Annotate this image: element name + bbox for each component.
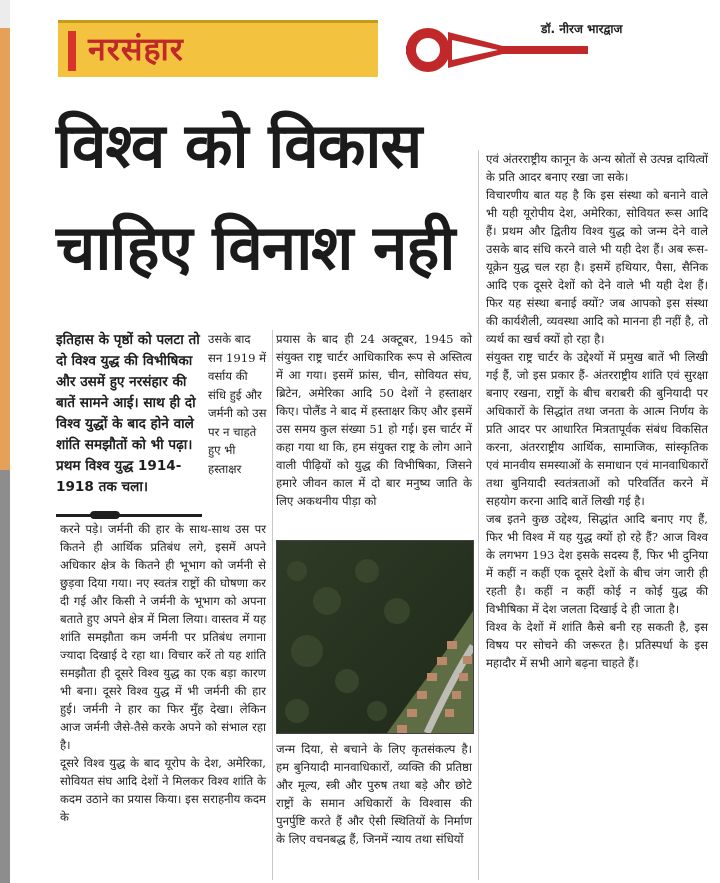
section-label: नरसंहार [88,30,184,68]
narrow-column-text: उसके बाद सन 1919 में वर्साय की संधि हुई और जर्मनी को उस पर न चाहते हुए भी हस्ताक्षर [208,332,267,476]
column-3-text: एवं अंतरराष्ट्रीय कानून के अन्य स्रोतों से उत्पन्न दायित्वों के प्रति आदर बनाए रखा जा सके। विचारणीय बात यह है कि इस संस्था को बनाने वाले भी यही यूरोपीय देश, अमेरिका, सोवियत रूस आदि हैं। प्रथम और द्वितीय विश्व युद्ध को जन्म देने वाले उसके बाद संधि करने वाले भी यही देश हैं। अब रूस-यूक्रेन युद्ध चल रहा है। इसमें हथियार, पैसा, सैनिक आदि एक दूसरे देशों को देने वाले भी यही देश हैं। फिर यह संस्था बनाई क्यों? जब आपको इस संस्था की कार्यशैली, व्यवस्था आदि को मानना ही नहीं है, तो व्यर्थ का खर्च क्यों हो रहा है। संयुक्त राष्ट्र चार्टर के उद्देश्यों में प्रमुख बातें भी लिखी गई हैं, जो इस प्रकार हैं- अंतरराष्ट्रीय शांति एवं सुरक्षा बनाए रखना, राष्ट्रों के बीच बराबरी की बुनियादी पर अधिकारों के सिद्धांत तथा जनता के आत्म निर्णय के प्रति आदर पर आधारित मित्रतापूर्वक संबंध विकसित करना, अंतरराष्ट्रीय आर्थिक, सामाजिक, सांस्कृतिक एवं मानवीय समस्याओं के समाधान एवं मानवाधिकारों तथा बुनियादी स्वतंत्रताओं को परिवर्तित करने में सहयोग करना आदि बातें लिखी गई है। जब इतने कुछ उद्देश्य, सिद्धांत आदि बनाए गए हैं, फिर भी विश्व में यह युद्ध क्यों हो रहे हैं? आज विश्व के लगभग 193 देश इसके सदस्य हैं, फिर भी दुनिया में कहीं न कहीं एक दूसरे देशों के बीच जंग जारी ही रहती है। कहीं न कहीं कोई न कोई युद्ध की विभीषिका में देश जलता दिखाई दे ही जाता है। विश्व के देशों में शांति कैसे बनी रह सकती है, इस विषय पर सोचने की जरूरत है। प्रतिस्पर्धा के इस महादौर में सभी आगे बढ़ना चाहते हैं। [486,152,708,670]
column-divider [478,150,479,880]
column-2-top-text: प्रयास के बाद ही 24 अक्टूबर, 1945 को संयुक्त राष्ट्र चार्टर आधिकारिक रूप से अस्तित्व में आ गया। इसमें फ्रांस, चीन, सोवियत संघ, ब्रिटेन, अमेरिका आदि 50 देशों ने हस्ताक्षर किए। पोलैंड ने बाद में हस्ताक्षर किए और इसमें उस समय कुल संख्या 51 हो गई। इस चार्टर में कहा गया था कि, हम संयुक्त राष्ट्र के लोग आने वाली पीढ़ियों को युद्ध की विभीषिका, जिसने हमारे जीवन काल में दो बार मनुष्य जाति के लिए अकथनीय पीड़ा को [276,332,472,508]
column-header [58,20,658,78]
column-1-text: करने पड़े। जर्मनी की हार के साथ-साथ उस पर कितने ही आर्थिक प्रतिबंध लगे, इसमें अपने अधिकार क्षेत्र के कितने ही भूभाग को जर्मनी से छुड़वा दिया गया। नए स्वतंत्र राष्ट्रों की घोषणा कर दी गई और किसी ने जर्मनी के भूभाग को अपना बताते हुए अपने क्षेत्र में मिला लिया। वास्तव में यह शांति समझौता कम जर्मनी पर प्रतिबंध लगाना ज्यादा दिखाई दे रहा था। विचार करें तो यह शांति समझौता ही दूसरे विश्व युद्ध का एक बड़ा कारण भी बना। दूसरे विश्व युद्ध में भी जर्मनी की हार हुई। जर्मनी ने हार का फिर मुँह देखा। लेकिन आज जर्मनी जैसे-तैसे करके अपने को संभाल रहा है। दूसरे विश्व युद्ध के बाद यूरोप के देश, अमेरिका, सोवियत संघ आदि देशों ने मिलकर विश्व शांति के कदम उठाने का प्रयास किया। इस सराहनीय कदम के [60,522,266,824]
intro-rule [56,514,202,517]
article-photo [276,540,474,734]
headline-line-2: चाहिए विनाश नही [56,211,455,284]
page-edge-shadow [0,470,10,883]
headline-line-1: विश्व को विकास [56,109,422,182]
column-2-bottom-text: जन्म दिया, से बचाने के लिए कृतसंकल्प है। हम बुनियादी मानवाधिकारों, व्यक्ति की प्रतिष्ठा और मूल्य, स्त्री और पुरुष तथा बड़े और छोटे राष्ट्रों के समान अधिकारों के विश्वास की पुनर्पुष्टि करते हैं और ऐसी स्थितियों के निर्माण के लिए वचनबद्ध हैं, जिनमें न्याय तथा संधियों [276,742,472,846]
section-tag [58,20,378,77]
column-divider [272,330,273,880]
section-tag-bar [68,31,76,71]
author-byline: डॉ. नीरज भारद्वाज [541,22,623,36]
intro-text: इतिहास के पृष्ठों को पलटा तो दो विश्व युद्ध की विभीषिका और उसमें हुए नरसंहार की बातें सामने आई। साथ ही दो विश्व युद्धों के बाद होने वाले शांति समझौतों को भी पढ़ा। प्रथम विश्व युद्ध 1914-1918 तक चला। [56,332,200,495]
intro-highlight [56,330,202,514]
intro-rule-ornament [90,511,120,519]
